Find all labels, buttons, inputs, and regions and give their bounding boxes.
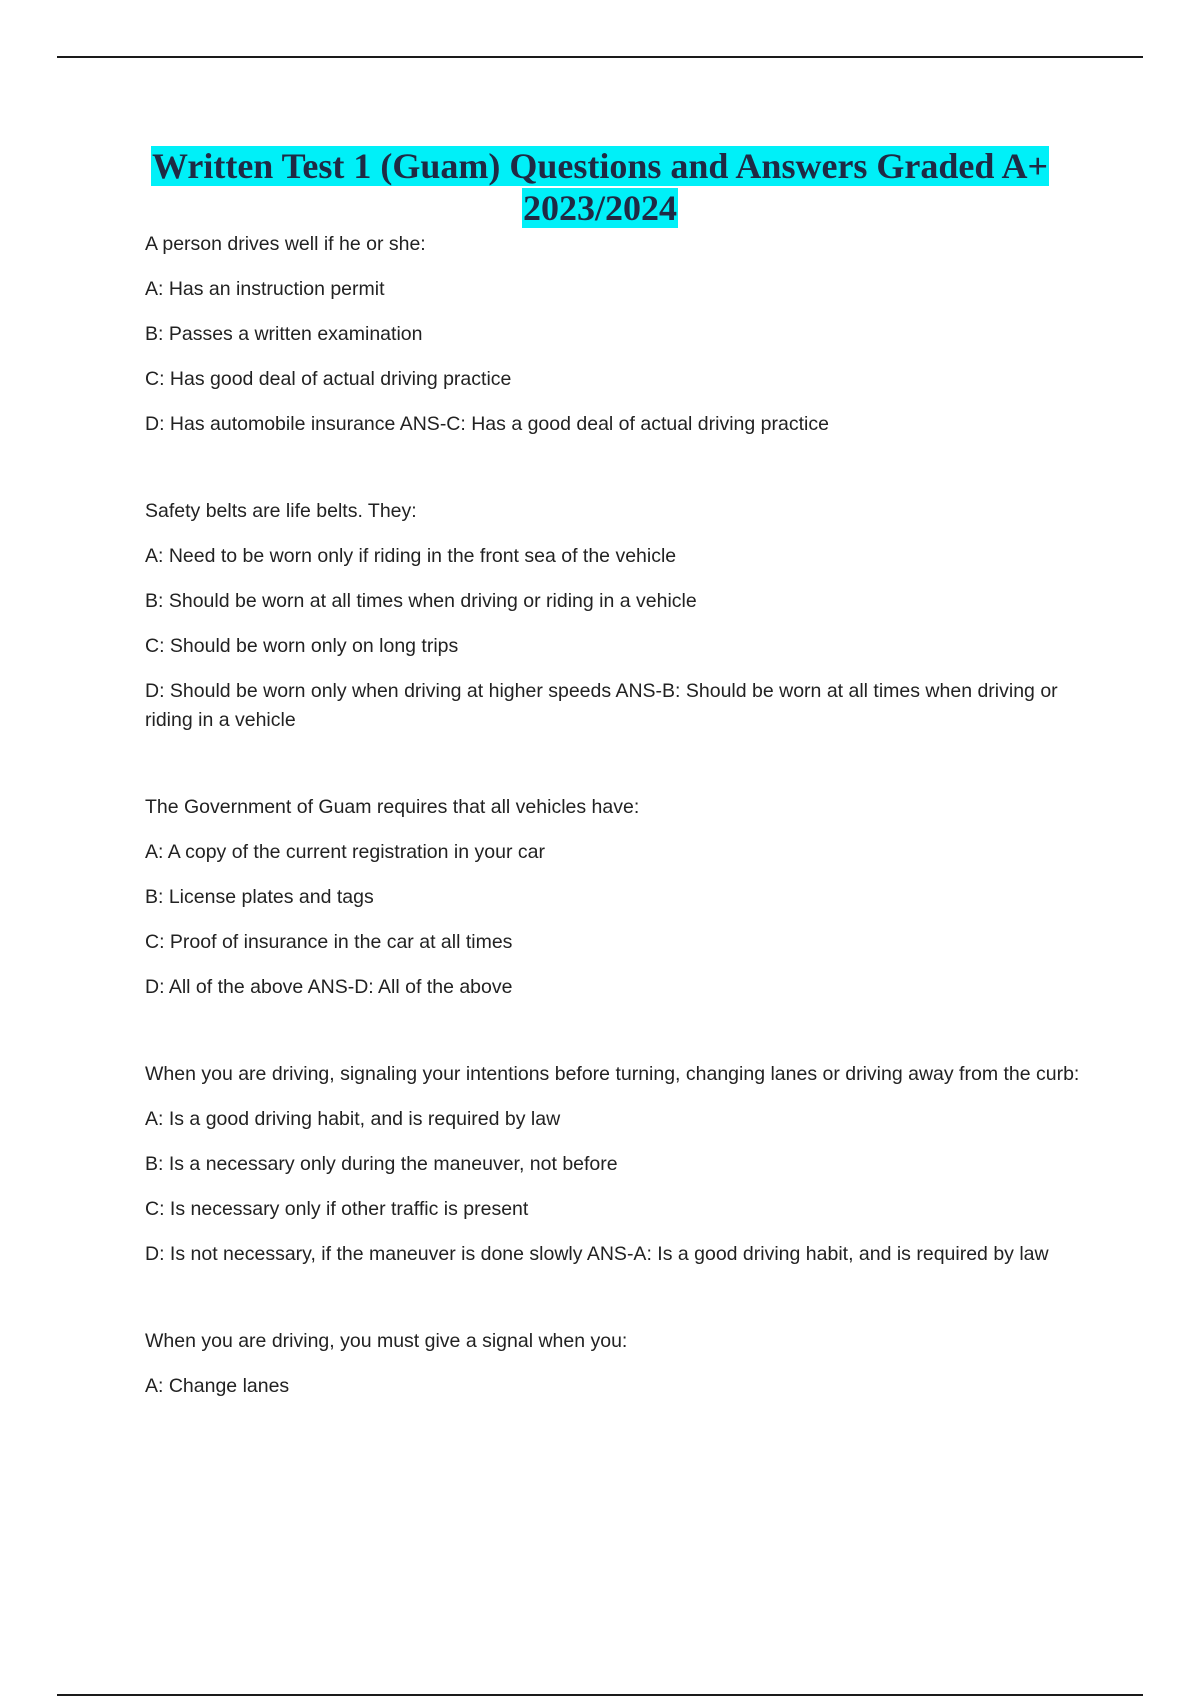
bottom-rule [57, 1694, 1143, 1696]
answer-option-with-answer: D: Has automobile insurance ANS-C: Has a good deal of actual driving practice [145, 413, 829, 435]
answer-option: C: Should be worn only on long trips [145, 635, 459, 657]
answer-option-with-answer: D: All of the above ANS-D: All of the above [145, 976, 513, 998]
question-block [145, 793, 1085, 1002]
answer-option: A: Has an instruction permit [145, 278, 385, 300]
top-rule [57, 56, 1143, 58]
answer-option: B: Is a necessary only during the maneuver, not before [145, 1153, 618, 1175]
document-title-text: Written Test 1 (Guam) Questions and Answers Graded A+ 2023/2024 [152, 146, 1048, 228]
answer-option: B: Should be worn at all times when driving or riding in a vehicle [145, 590, 697, 612]
question-prompt: Safety belts are life belts. They: [145, 500, 417, 522]
question-block [145, 230, 1085, 439]
question-prompt: When you are driving, you must give a signal when you: [145, 1330, 628, 1352]
question-prompt: A person drives well if he or she: [145, 233, 426, 255]
answer-option-with-answer: D: Is not necessary, if the maneuver is done slowly ANS-A: Is a good driving habit, and is required by law [145, 1243, 1049, 1265]
answer-option: A: Need to be worn only if riding in the front sea of the vehicle [145, 545, 677, 567]
question-block [145, 497, 1085, 735]
answer-option: A: Change lanes [145, 1375, 290, 1397]
answer-option: C: Has good deal of actual driving practice [145, 368, 512, 390]
answer-option: B: Passes a written examination [145, 323, 423, 345]
question-prompt: When you are driving, signaling your intentions before turning, changing lanes or driving away from the curb: [145, 1063, 1080, 1085]
answer-option-with-answer: D: Should be worn only when driving at higher speeds ANS-B: Should be worn at all times when driving or riding in a vehicle [145, 680, 1058, 731]
answer-option: B: License plates and tags [145, 886, 374, 908]
answer-option: C: Is necessary only if other traffic is present [145, 1198, 529, 1220]
answer-option: A: Is a good driving habit, and is required by law [145, 1108, 561, 1130]
question-block [145, 1327, 1085, 1401]
question-list [145, 230, 1085, 1459]
answer-option: C: Proof of insurance in the car at all times [145, 931, 513, 953]
question-prompt: The Government of Guam requires that all vehicles have: [145, 796, 640, 818]
answer-option: A: A copy of the current registration in your car [145, 841, 545, 863]
question-block [145, 1060, 1085, 1269]
document-title [120, 145, 1080, 229]
